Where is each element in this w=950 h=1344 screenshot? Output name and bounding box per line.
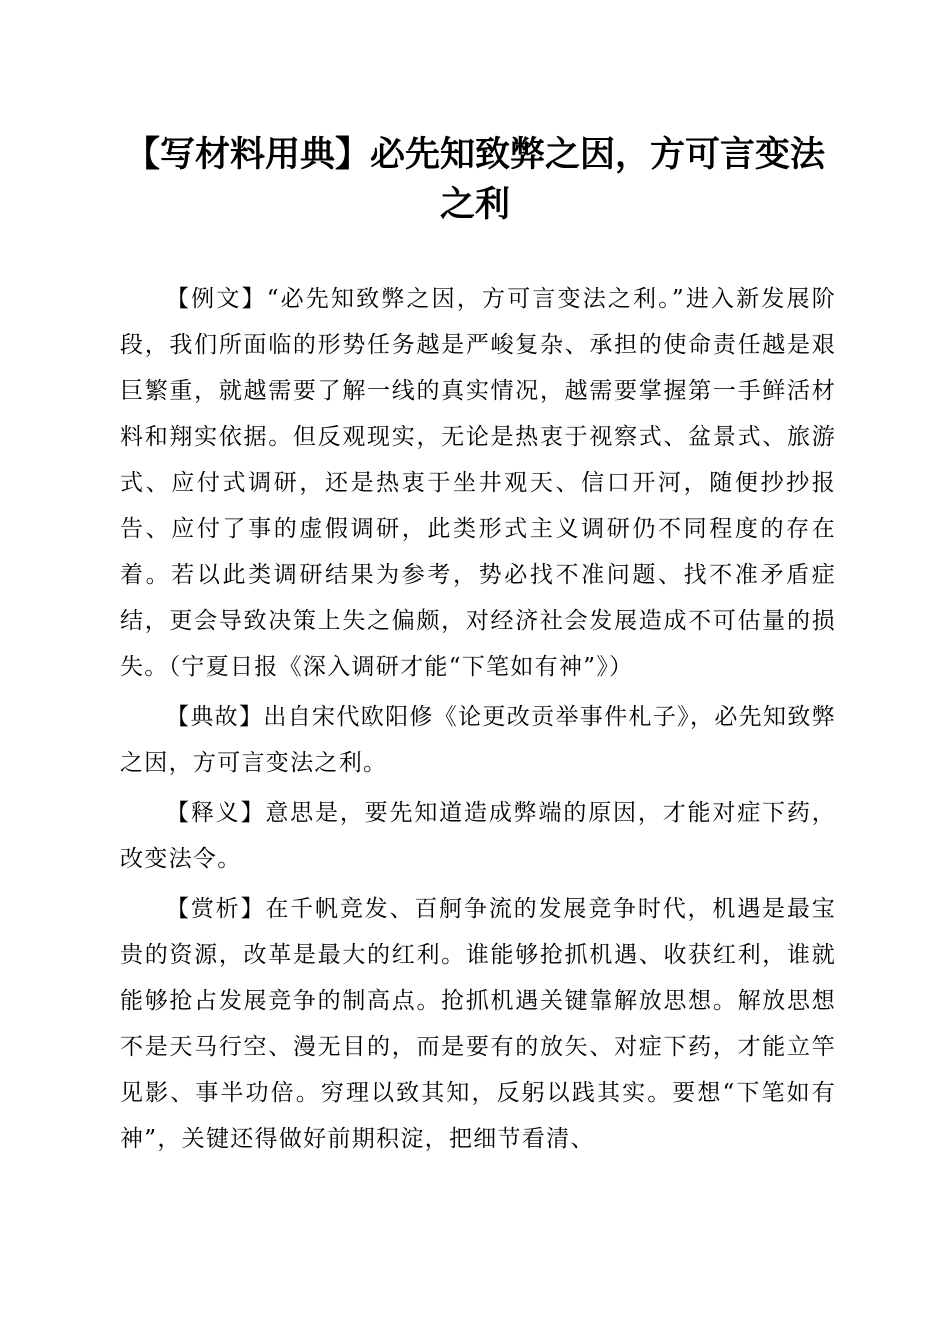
paragraph-label: 【例文】 [166, 286, 267, 312]
paragraph-text: 意思是，要先知道造成弊端的原因，才能对症下药，改变法令。 [120, 800, 836, 872]
paragraph-interpretation [120, 790, 836, 882]
paragraph-allusion [120, 694, 836, 786]
paragraph-appreciation [120, 886, 836, 1162]
paragraph-label: 【赏析】 [166, 896, 266, 922]
paragraph-text: 出自宋代欧阳修《论更改贡举事件札子》，必先知致弊之因，方可言变法之利。 [120, 704, 837, 776]
paragraph-label: 【典故】 [166, 704, 264, 730]
document-body [120, 276, 836, 1162]
paragraph-text: “必先知致弊之因，方可言变法之利。”进入新发展阶段，我们所面临的形势任务越是严峻复杂、承担的使命责任越是艰巨繁重，就越需要了解一线的真实情况，越需要掌握第一手鲜活材料和翔实依据。但反观现实，无论是热衷于视察式、盆景式、旅游式、应付式调研，还是热衷于坐井观天、信口开河，随便抄抄报告、应付了事的虚假调研，此类形式主义调研仍不同程度的存在着。若以此类调研结果为参考，势必找不准问题、找不准矛盾症结，更会导致决策上失之偏颇，对经济社会发展造成不可估量的损失。（宁夏日报《深入调研才能“下笔如有神”》） [120, 286, 837, 680]
paragraph-text: 在千帆竞发、百舸争流的发展竞争时代，机遇是最宝贵的资源，改革是最大的红利。谁能够抢抓机遇、收获红利，谁就能够抢占发展竞争的制高点。抢抓机遇关键靠解放思想。解放思想不是天马行空、漫无目的，而是要有的放矢、对症下药，才能立竿见影、事半功倍。穷理以致其知，反躬以践其实。要想“下笔如有神”，关键还得做好前期积淀，把细节看清、 [120, 896, 836, 1152]
paragraph-label: 【释义】 [166, 800, 266, 826]
document-title: 【写材料用典】必先知致弊之因，方可言变法之利 [124, 134, 825, 225]
paragraph-example [120, 276, 836, 690]
